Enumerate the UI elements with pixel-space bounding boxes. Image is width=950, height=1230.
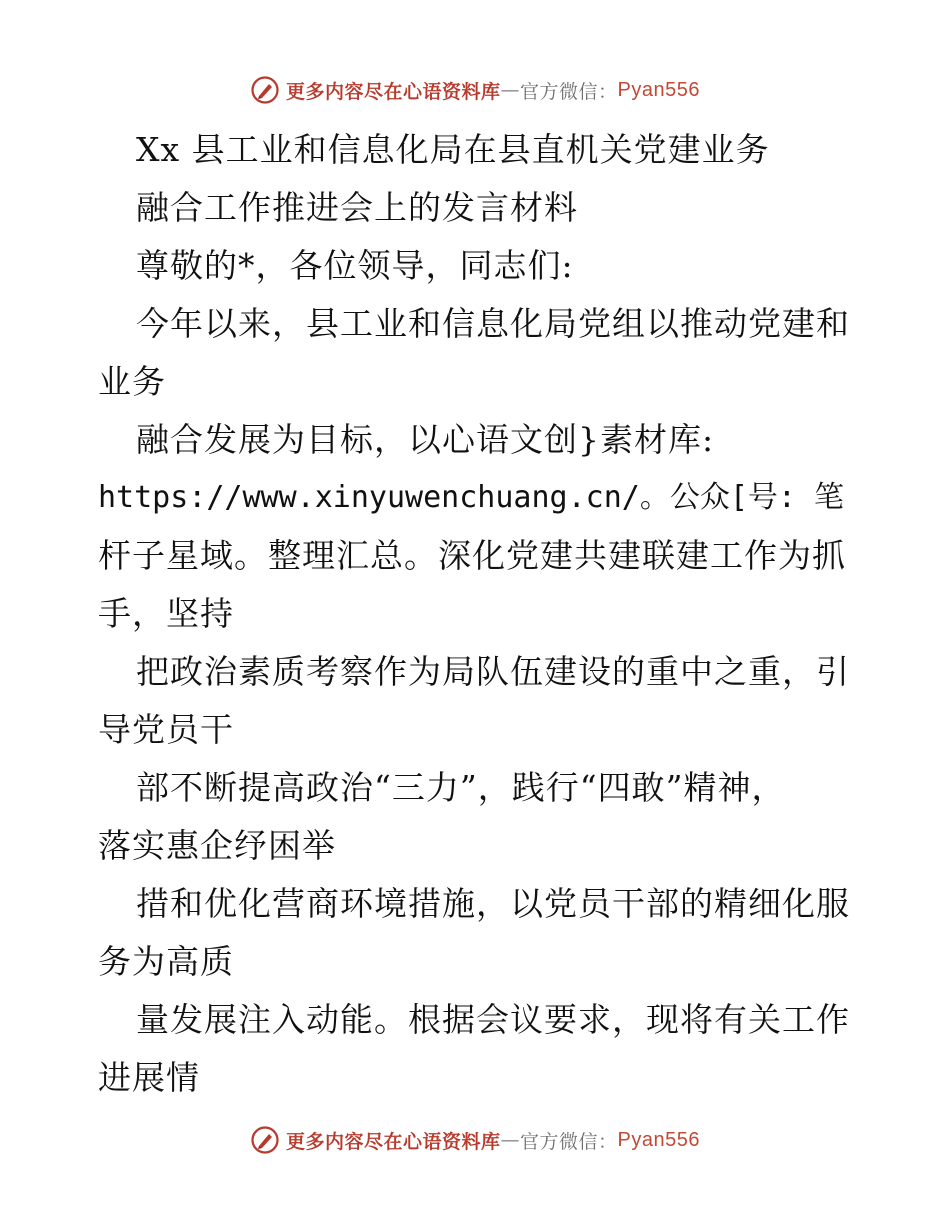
pen-logo-icon [250, 1125, 280, 1155]
banner-wechat-id: Pyan556 [617, 78, 700, 101]
text-line: 部不断提高政治“三力”，践行“四敢”精神， [136, 768, 786, 807]
banner-main-text: 更多内容尽在心语资料库 [286, 1130, 501, 1153]
pen-logo-icon [250, 75, 280, 105]
text-line: 把政治素质考察作为局队伍建设的重中之重，引 [136, 652, 850, 691]
text-line: 杆子星域。整理汇总。深化党建共建联建工作为抓 [98, 536, 846, 575]
text-line: 今年以来，县工业和信息化局党组以推动党建和 [136, 304, 850, 343]
banner-sub-text: 官方微信： [520, 80, 618, 103]
banner-sub-text: 官方微信： [520, 1130, 618, 1153]
text-line: 进展情 [98, 1058, 200, 1097]
text-line: 量发展注入动能。根据会议要求，现将有关工作 [136, 1000, 850, 1039]
text-line: 落实惠企纾困举 [98, 826, 336, 865]
text-line: 融合工作推进会上的发言材料 [136, 188, 578, 227]
text-line: 导党员干 [98, 710, 234, 749]
header-watermark-banner [0, 70, 950, 110]
text-line: 手，坚持 [98, 594, 234, 633]
text-line: 业务 [98, 362, 166, 401]
text-line-url: https://www.xinyuwenchuang.cn/。公众[号: 笔 [98, 480, 845, 515]
text-line: 融合发展为目标，以心语文创}素材库: [136, 420, 715, 459]
banner-dash: — [500, 79, 521, 101]
banner-wechat-id: Pyan556 [617, 1128, 700, 1151]
text-line: 务为高质 [98, 942, 234, 981]
banner-dash: — [500, 1129, 521, 1151]
text-line: Xx 县工业和信息化局在县直机关党建业务 [136, 130, 770, 169]
banner-main-text: 更多内容尽在心语资料库 [286, 80, 501, 103]
text-line: 措和优化营商环境措施，以党员干部的精细化服 [136, 884, 850, 923]
document-body [98, 121, 858, 1107]
text-line: 尊敬的*，各位领导，同志们: [136, 246, 574, 285]
footer-watermark-banner [0, 1120, 950, 1160]
